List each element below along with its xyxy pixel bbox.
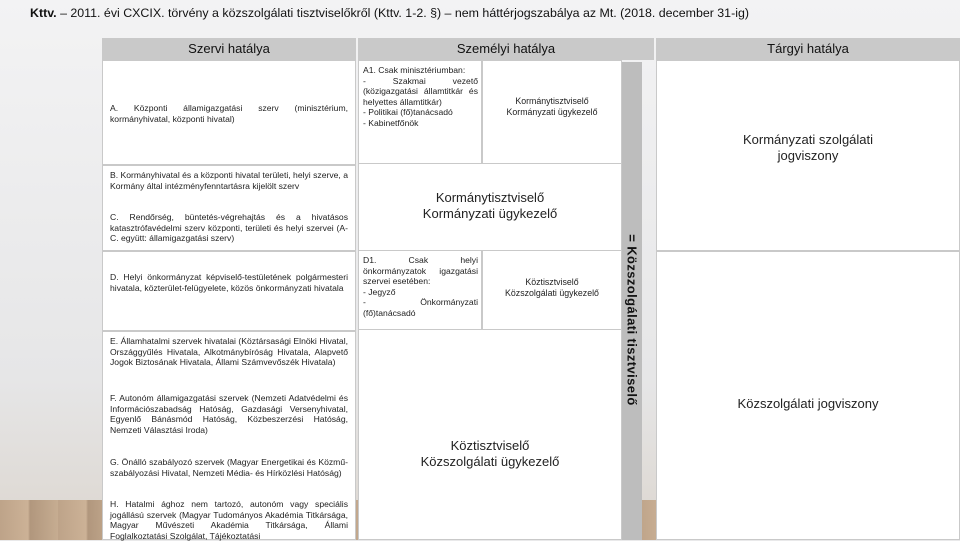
targyi-upper (656, 132, 960, 164)
szervi-item-h: H. Hatalmi ághoz nem tartozó, autonóm vagy speciális jogállású szervek (Magyar Tudományos Akadémia Titkársága, Magyar Művészeti Akadémia Titkársága, Állami Foglalkoztatási Szolgálat, Tájékoztatási (110, 499, 348, 541)
header-targyi: Tárgyi hatálya (656, 38, 960, 60)
ef-middle-line1: Köztisztviselő (450, 438, 530, 453)
ef-middle-text (358, 438, 622, 470)
szervi-item-d: D. Helyi önkormányzat képviselő-testületének polgármesteri hivatala, közterület-felügyelete, közös önkormányzati hivatala (110, 272, 348, 293)
title-prefix: Kttv. (30, 6, 57, 20)
d1-head: D1. Csak helyi önkormányzatok igazgatási szervei esetében: (363, 255, 478, 287)
ef-middle-line2: Közszolgálati ügykezelő (420, 454, 560, 469)
a1-head: A1. Csak minisztériumban: (363, 65, 466, 75)
szervi-item-e: E. Államhatalmi szervek hivatalai (Köztársasági Elnöki Hivatal, Országgyűlés Hivatala, Alkotmánybíróság Hivatala, Alapvető Jogok Biztosának Hivatala, Állami Számvevőszék Hivatala) (110, 336, 348, 368)
separator (102, 250, 356, 252)
a1-list (363, 76, 478, 129)
d1-right-text (482, 277, 622, 299)
a1-text (363, 65, 478, 129)
header-szervi: Szervi hatálya (102, 38, 356, 60)
a1-right-line1: Kormánytisztviselő (515, 96, 589, 106)
b-middle-line2: Kormányzati ügykezelő (422, 206, 558, 221)
slide-title (30, 6, 940, 20)
d1-right-line2: Közszolgálati ügykezelő (505, 288, 599, 298)
a1-item: - Szakmai vezető (közigazgatási államtitkár és helyettes államtitkár) (363, 75, 478, 107)
b-middle-text (358, 190, 622, 222)
szervi-item-f: F. Autonóm államigazgatási szervek (Nemzeti Adatvédelmi és Információszabadság Hatóság, Gazdasági Versenyhivatal, Egyenlő Bánásmód Hatóság, Közbeszerzési Hatóság, Nemzeti Választási Iroda) (110, 393, 348, 435)
targyi-upper-text: Kormányzati szolgálati jogviszony (742, 132, 874, 163)
d1-item: - Jegyző (363, 286, 396, 297)
a1-right-line2: Kormányzati ügykezelő (506, 107, 598, 117)
d1-item: - Önkormányzati (fő)tanácsadó (363, 297, 478, 318)
szervi-item-g: G. Önálló szabályozó szervek (Magyar Energetikai és Közmű-szabályozási Hivatal, Nemzeti Média- és Hírközlési Hatóság) (110, 457, 348, 478)
a1-item: - Politikai (fő)tanácsadó (363, 107, 453, 118)
targyi-lower: Közszolgálati jogviszony (737, 396, 879, 411)
a1-item: - Kabinetfőnök (363, 117, 419, 128)
b-middle-line1: Kormánytisztviselő (435, 190, 545, 205)
szervi-item-a: A. Központi államigazgatási szerv (minisztérium, kormányhivatal, központi hivatal) (110, 103, 348, 124)
vertical-label: = Közszolgálati tisztviselő (624, 234, 640, 406)
separator (102, 164, 356, 166)
d1-text (363, 255, 478, 319)
szervi-item-c: C. Rendőrség, büntetés-végrehajtás és a hivatásos katasztrófavédelmi szerv központi, területi és helyi szervei (A-C. együtt: államigazgatási szerv) (110, 212, 348, 244)
d1-right-line1: Köztisztviselő (525, 277, 579, 287)
title-rest: – 2011. évi CXCIX. törvény a közszolgálati tisztviselőkről (Kttv. 1-2. §) – nem háttérjogszabálya az Mt. (2018. december 31-ig) (56, 6, 749, 20)
separator (102, 330, 356, 332)
separator (656, 250, 960, 252)
a1-right-text (482, 96, 622, 118)
szervi-item-b: B. Kormányhivatal és a központi hivatal területi, helyi szerve, a Kormány által intézményfenntartásra kijelölt szerv (110, 170, 348, 191)
d1-list (363, 287, 478, 319)
header-szemelyi: Személyi hatálya (358, 38, 654, 60)
